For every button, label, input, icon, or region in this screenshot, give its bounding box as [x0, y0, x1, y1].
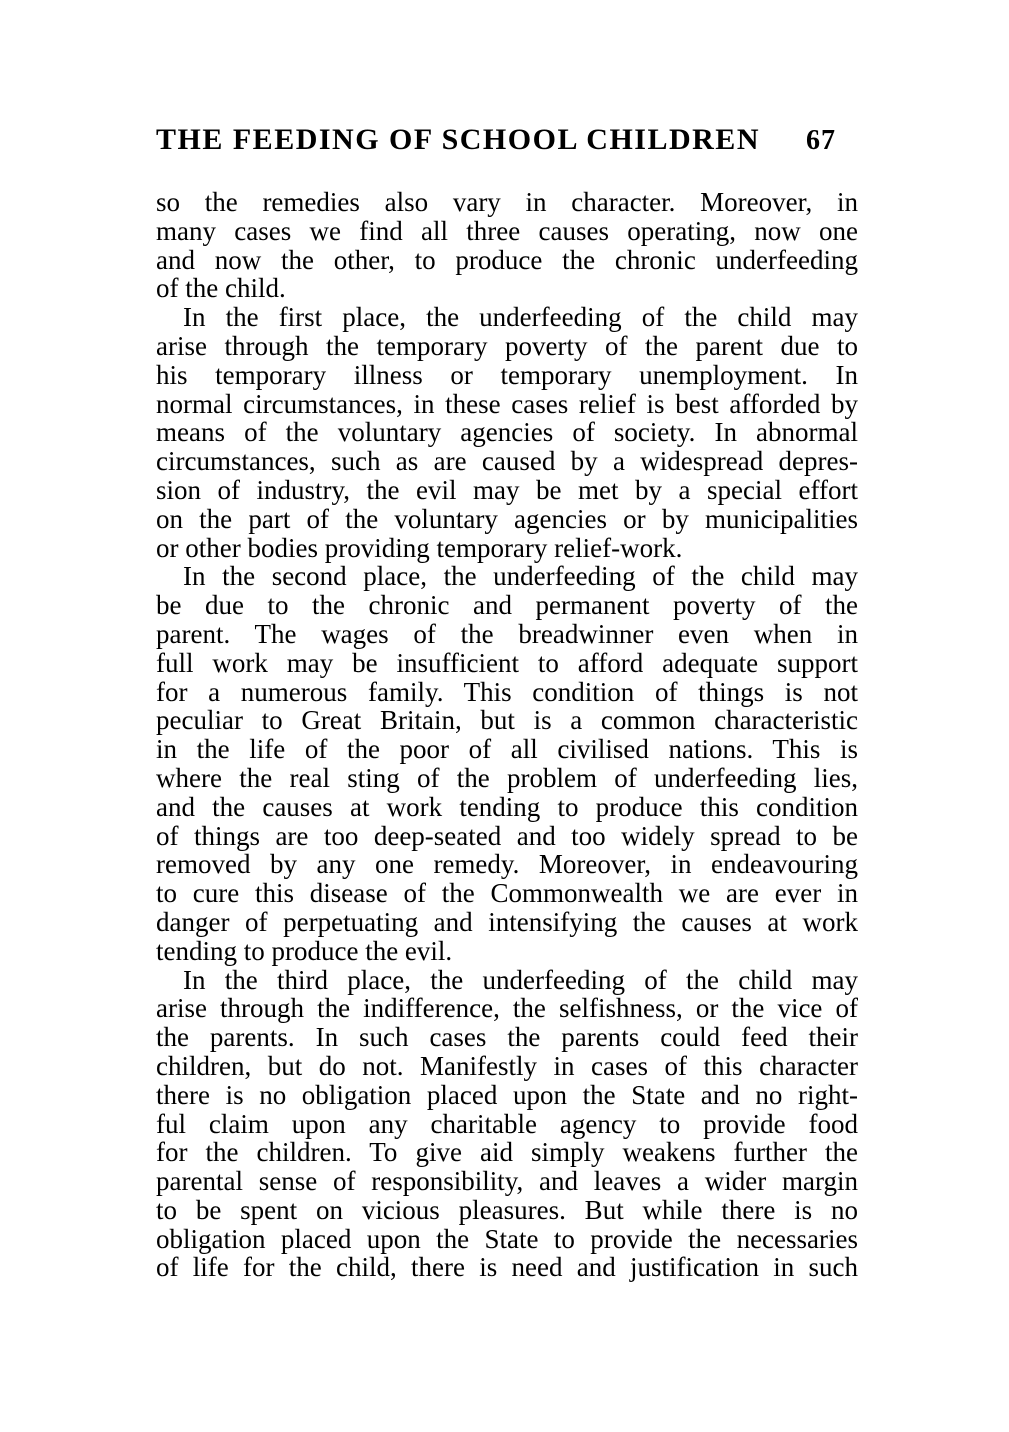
text-line: removed by any one remedy. Moreover, in endeavouring — [156, 849, 858, 880]
text-line: where the real sting of the problem of underfeeding lies, — [156, 762, 858, 793]
text-line: normal circumstances, in these cases relief is best afforded by — [156, 388, 858, 419]
text-line: of the child. — [156, 273, 286, 304]
text-line: the parents. In such cases the parents could feed their — [156, 1022, 858, 1053]
page-title: THE FEEDING OF SCHOOL CHILDREN — [156, 123, 760, 156]
paragraph — [156, 966, 858, 1283]
text-line: circumstances, such as are caused by a widespread depres- — [156, 446, 858, 477]
text-line: his temporary illness or temporary unemployment. In — [156, 359, 858, 390]
text-line: in the life of the poor of all civilised nations. This is — [156, 734, 858, 765]
text-line: of things are too deep-seated and too widely spread to be — [156, 820, 858, 851]
text-line: arise through the indifference, the selfishness, or the vice of — [156, 993, 858, 1024]
text-line: and the causes at work tending to produce this condition — [156, 791, 858, 822]
text-line: to cure this disease of the Commonwealth we are ever in — [156, 878, 858, 909]
text-line: obligation placed upon the State to provide the necessaries — [156, 1223, 858, 1254]
text-line: full work may be insufficient to afford adequate support — [156, 647, 858, 678]
text-line: In the first place, the underfeeding of the child may — [183, 302, 858, 333]
text-line: or other bodies providing temporary relief-work. — [156, 532, 683, 563]
text-line: on the part of the voluntary agencies or by municipalities — [156, 503, 858, 534]
text-line: In the second place, the underfeeding of the child may — [183, 561, 858, 592]
text-line: be due to the chronic and permanent poverty of the — [156, 590, 858, 621]
text-line: means of the voluntary agencies of society. In abnormal — [156, 417, 858, 448]
text-line: parent. The wages of the breadwinner even when in — [156, 618, 858, 649]
text-line: for a numerous family. This condition of things is not — [156, 676, 858, 707]
paragraph — [156, 303, 858, 562]
text-line: there is no obligation placed upon the State and no right- — [156, 1079, 858, 1110]
paragraph — [156, 562, 858, 965]
text-line: danger of perpetuating and intensifying the causes at work — [156, 906, 858, 937]
text-line: peculiar to Great Britain, but is a common characteristic — [156, 705, 858, 736]
page-number: 67 — [806, 125, 836, 156]
text-line: tending to produce the evil. — [156, 935, 453, 966]
text-line: and now the other, to produce the chronic underfeeding — [156, 244, 858, 275]
text-body — [156, 188, 858, 1282]
paragraph — [156, 188, 858, 303]
text-line: children, but do not. Manifestly in cases of this character — [156, 1050, 858, 1081]
text-line: arise through the temporary poverty of the parent due to — [156, 330, 858, 361]
text-line: sion of industry, the evil may be met by a special effort — [156, 474, 858, 505]
text-line: many cases we find all three causes operating, now one — [156, 215, 858, 246]
text-line: for the children. To give aid simply weakens further the — [156, 1137, 858, 1168]
text-line: ful claim upon any charitable agency to provide food — [156, 1108, 858, 1139]
text-line: parental sense of responsibility, and leaves a wider margin — [156, 1166, 858, 1197]
text-line: In the third place, the underfeeding of the child may — [183, 964, 858, 995]
text-line: to be spent on vicious pleasures. But while there is no — [156, 1194, 858, 1225]
text-line: so the remedies also vary in character. Moreover, in — [156, 187, 858, 217]
text-line: of life for the child, there is need and justification in such — [156, 1252, 858, 1283]
running-head — [156, 123, 858, 157]
